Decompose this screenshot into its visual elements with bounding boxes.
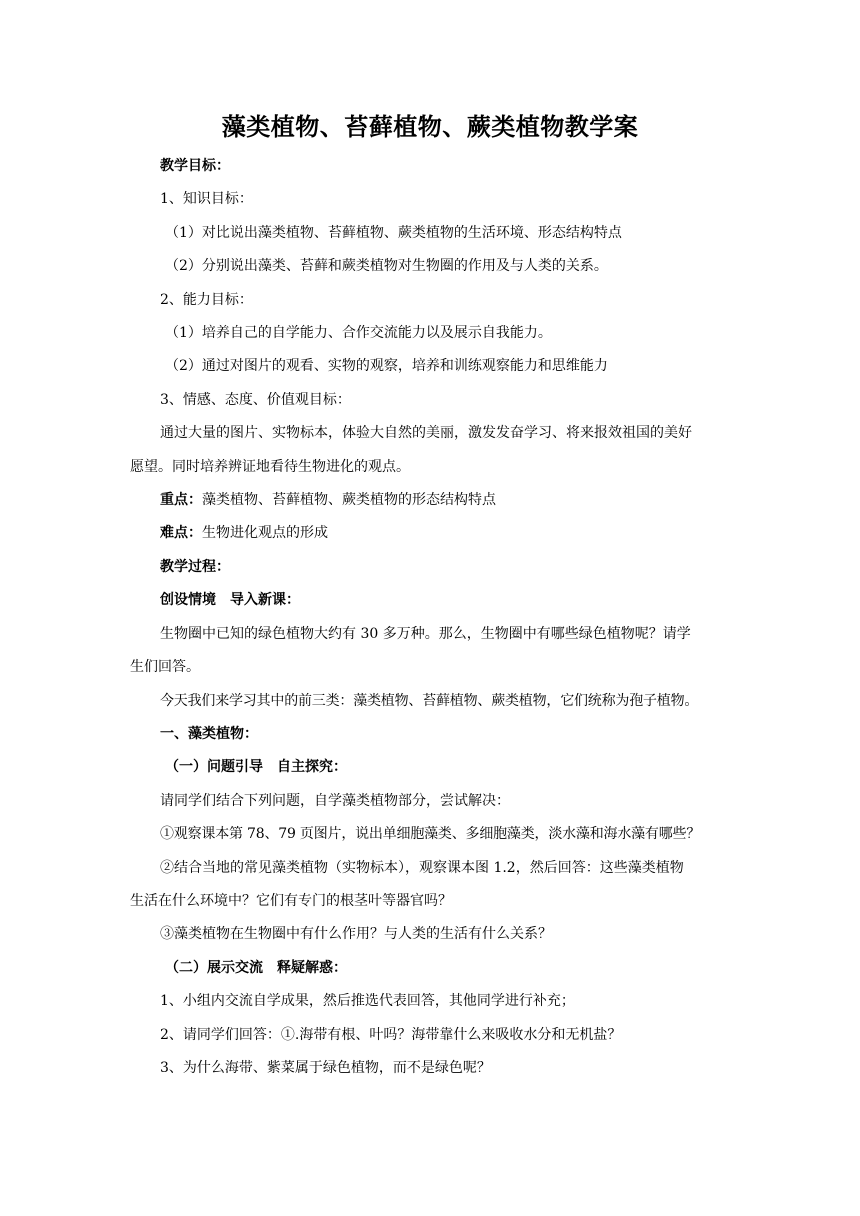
difficulty-point [160,517,732,550]
knowledge-goal: 1、知识目标： [160,191,253,208]
section-1-heading: 一、藻类植物： [160,725,258,742]
ability-goal-item-1: （1）培养自己的自学能力、合作交流能力以及展示自我能力。 [165,325,552,342]
intro-heading: 创设情境 导入新课： [160,592,300,609]
question-2-line-2: 生活在什么环境中？它们有专门的根茎叶等器官吗？ [130,892,452,909]
difficulty-label: 难点： [160,525,202,542]
question-2-line-1: ②结合当地的常见藻类植物（实物标本），观察课本图 1.2，然后回答：这些藻类植物 [160,859,684,876]
ability-goal: 2、能力目标： [160,291,253,308]
emotion-goal-text-line-1 [160,417,732,450]
knowledge-goal-item-1: （1）对比说出藻类植物、苔藓植物、蕨类植物的生活环境、形态结构特点 [165,224,622,241]
question-3: ③藻类植物在生物圈中有什么作用？与人类的生活有什么关系？ [160,926,552,943]
key-point-label: 重点： [160,492,202,509]
document-body [130,150,732,1085]
item-2: 2、请同学们回答：①.海带有根、叶吗？海带靠什么来吸收水分和无机盐？ [160,1026,622,1043]
objectives-heading: 教学目标： [160,158,230,174]
ability-goal-item-2: （2）通过对图片的观看、实物的观察，培养和训练观察能力和思维能力 [165,358,608,375]
process-heading: 教学过程： [160,558,230,575]
subsection-2-heading: （二）展示交流 释疑解惑： [165,959,347,976]
intro-line-2: 生们回答。 [130,659,200,676]
key-point [160,484,732,517]
today-line: 今天我们来学习其中的前三类：藻类植物、苔藓植物、蕨类植物，它们统称为孢子植物。 [160,692,699,709]
item-1: 1、小组内交流自学成果，然后推选代表回答，其他同学进行补充； [160,993,575,1010]
subsection-1-heading: （一）问题引导 自主探究： [165,759,347,776]
document-title: 藻类植物、苔藓植物、蕨类植物教学案 [221,113,639,141]
emotion-goal-text-line-2: 愿望。同时培养辨证地看待生物进化的观点。 [130,458,410,475]
question-1: ①观察课本第 78、79 页图片，说出单细胞藻类、多细胞藻类，淡水藻和海水藻有哪些？ [160,826,701,843]
emotion-goal: 3、情感、态度、价值观目标： [160,391,351,408]
knowledge-goal-item-2: （2）分别说出藻类、苔藓和蕨类植物对生物圈的作用及与人类的关系。 [165,258,608,275]
key-point-text: 藻类植物、苔藓植物、蕨类植物的形态结构特点 [202,492,496,509]
emotion-goal-text-1: 通过大量的图片、实物标本，体验大自然的美丽，激发发奋学习、将来报效祖国的美好 [160,425,692,442]
intro-line-1: 生物圈中已知的绿色植物大约有 30 多万种。那么，生物圈中有哪些绿色植物呢？请学 [160,625,691,642]
item-3: 3、为什么海带、紫菜属于绿色植物，而不是绿色呢？ [160,1059,491,1076]
subsection-1-intro: 请同学们结合下列问题，自学藻类植物部分，尝试解决： [160,792,510,809]
difficulty-text: 生物进化观点的形成 [202,525,328,542]
